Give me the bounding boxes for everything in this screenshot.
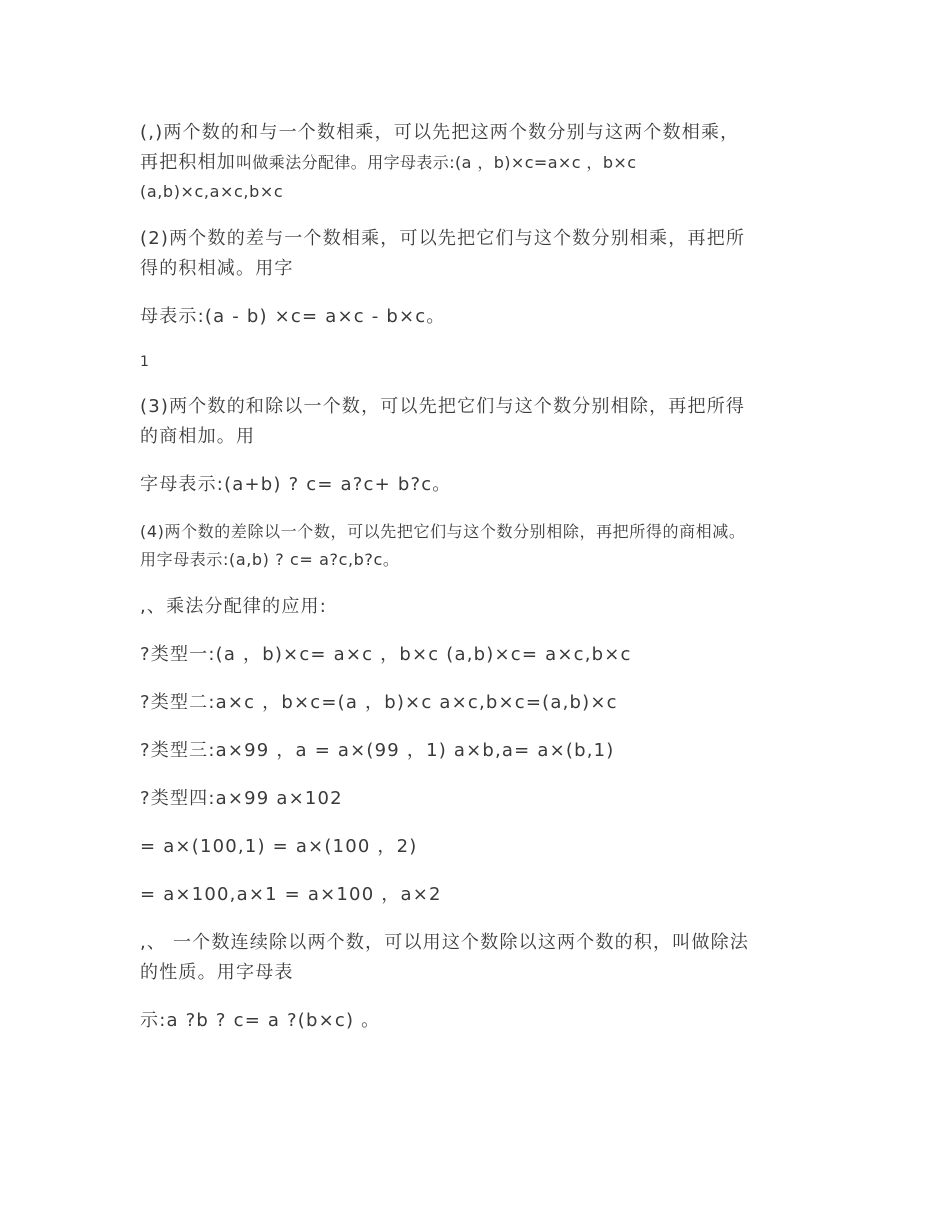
- text-line: (a,b)×c,a×c,b×c: [140, 182, 284, 201]
- paragraph-division-property: [140, 928, 810, 988]
- type-item: [140, 736, 810, 766]
- paragraph-sum-divide: [140, 392, 810, 452]
- text-line: 母表示:(a - b) ×c= a×c - b×c。: [140, 306, 446, 327]
- text-line: = a×100,a×1 = a×100 ，a×2: [140, 884, 442, 905]
- text-segment: 叫做乘法分配律。用字母表示:(a ，b)×c=a×c ，b×c: [236, 153, 637, 172]
- type-item: [140, 640, 810, 670]
- text-line: ?类型二:a×c ，b×c=(a ，b)×c a×c,b×c=(a,b)×c: [140, 692, 618, 713]
- section-heading-applications: [140, 592, 810, 622]
- text-line: 字母表示:(a+b) ? c= a?c+ b?c。: [140, 474, 452, 495]
- paragraph-distributive-law: [140, 118, 810, 206]
- paragraph-difference-formula: [140, 302, 810, 332]
- page-number: 1: [140, 354, 149, 370]
- text-line: (3)两个数的和除以一个数，可以先把它们与这个数分别相除，再把所得: [140, 396, 746, 417]
- text-line: [140, 148, 810, 178]
- text-line: ,、 一个数连续除以两个数，可以用这个数除以这两个数的积，叫做除法: [140, 932, 750, 953]
- text-line: ,、乘法分配律的应用:: [140, 596, 327, 617]
- paragraph-division-formula: [140, 1006, 810, 1036]
- text-line: (,)两个数的和与一个数相乘，可以先把这两个数分别与这两个数相乘，: [140, 122, 740, 143]
- type-item: [140, 688, 810, 718]
- text-line: ?类型四:a×99 a×102: [140, 788, 343, 809]
- text-line: ?类型一:(a ，b)×c= a×c ，b×c (a,b)×c= a×c,b×c: [140, 644, 632, 665]
- text-line: = a×(100,1) = a×(100 ，2): [140, 836, 418, 857]
- paragraph-difference-multiply: [140, 224, 810, 284]
- text-line: (2)两个数的差与一个数相乘，可以先把它们与这个数分别相乘，再把所: [140, 228, 746, 249]
- text-line: 的商相加。用: [140, 426, 256, 447]
- text-line: 得的积相减。用字: [140, 258, 294, 279]
- paragraph-sum-divide-formula: [140, 470, 810, 500]
- text-line: (4)两个数的差除以一个数，可以先把它们与这个数分别相除，再把所得的商相减。: [140, 522, 746, 541]
- text-segment: 再把积相加: [140, 152, 236, 173]
- text-line: ?类型三:a×99 ，a = a×(99 ，1) a×b,a= a×(b,1): [140, 740, 615, 761]
- text-line: 的性质。用字母表: [140, 962, 294, 983]
- text-line: 用字母表示:(a,b) ? c= a?c,b?c。: [140, 550, 400, 569]
- paragraph-difference-divide: [140, 518, 810, 574]
- text-line: 示:a ?b ? c= a ?(b×c) 。: [140, 1010, 381, 1031]
- type-item: [140, 784, 810, 814]
- type-item: [140, 832, 810, 862]
- document-body: [140, 118, 810, 1054]
- type-item: [140, 880, 810, 910]
